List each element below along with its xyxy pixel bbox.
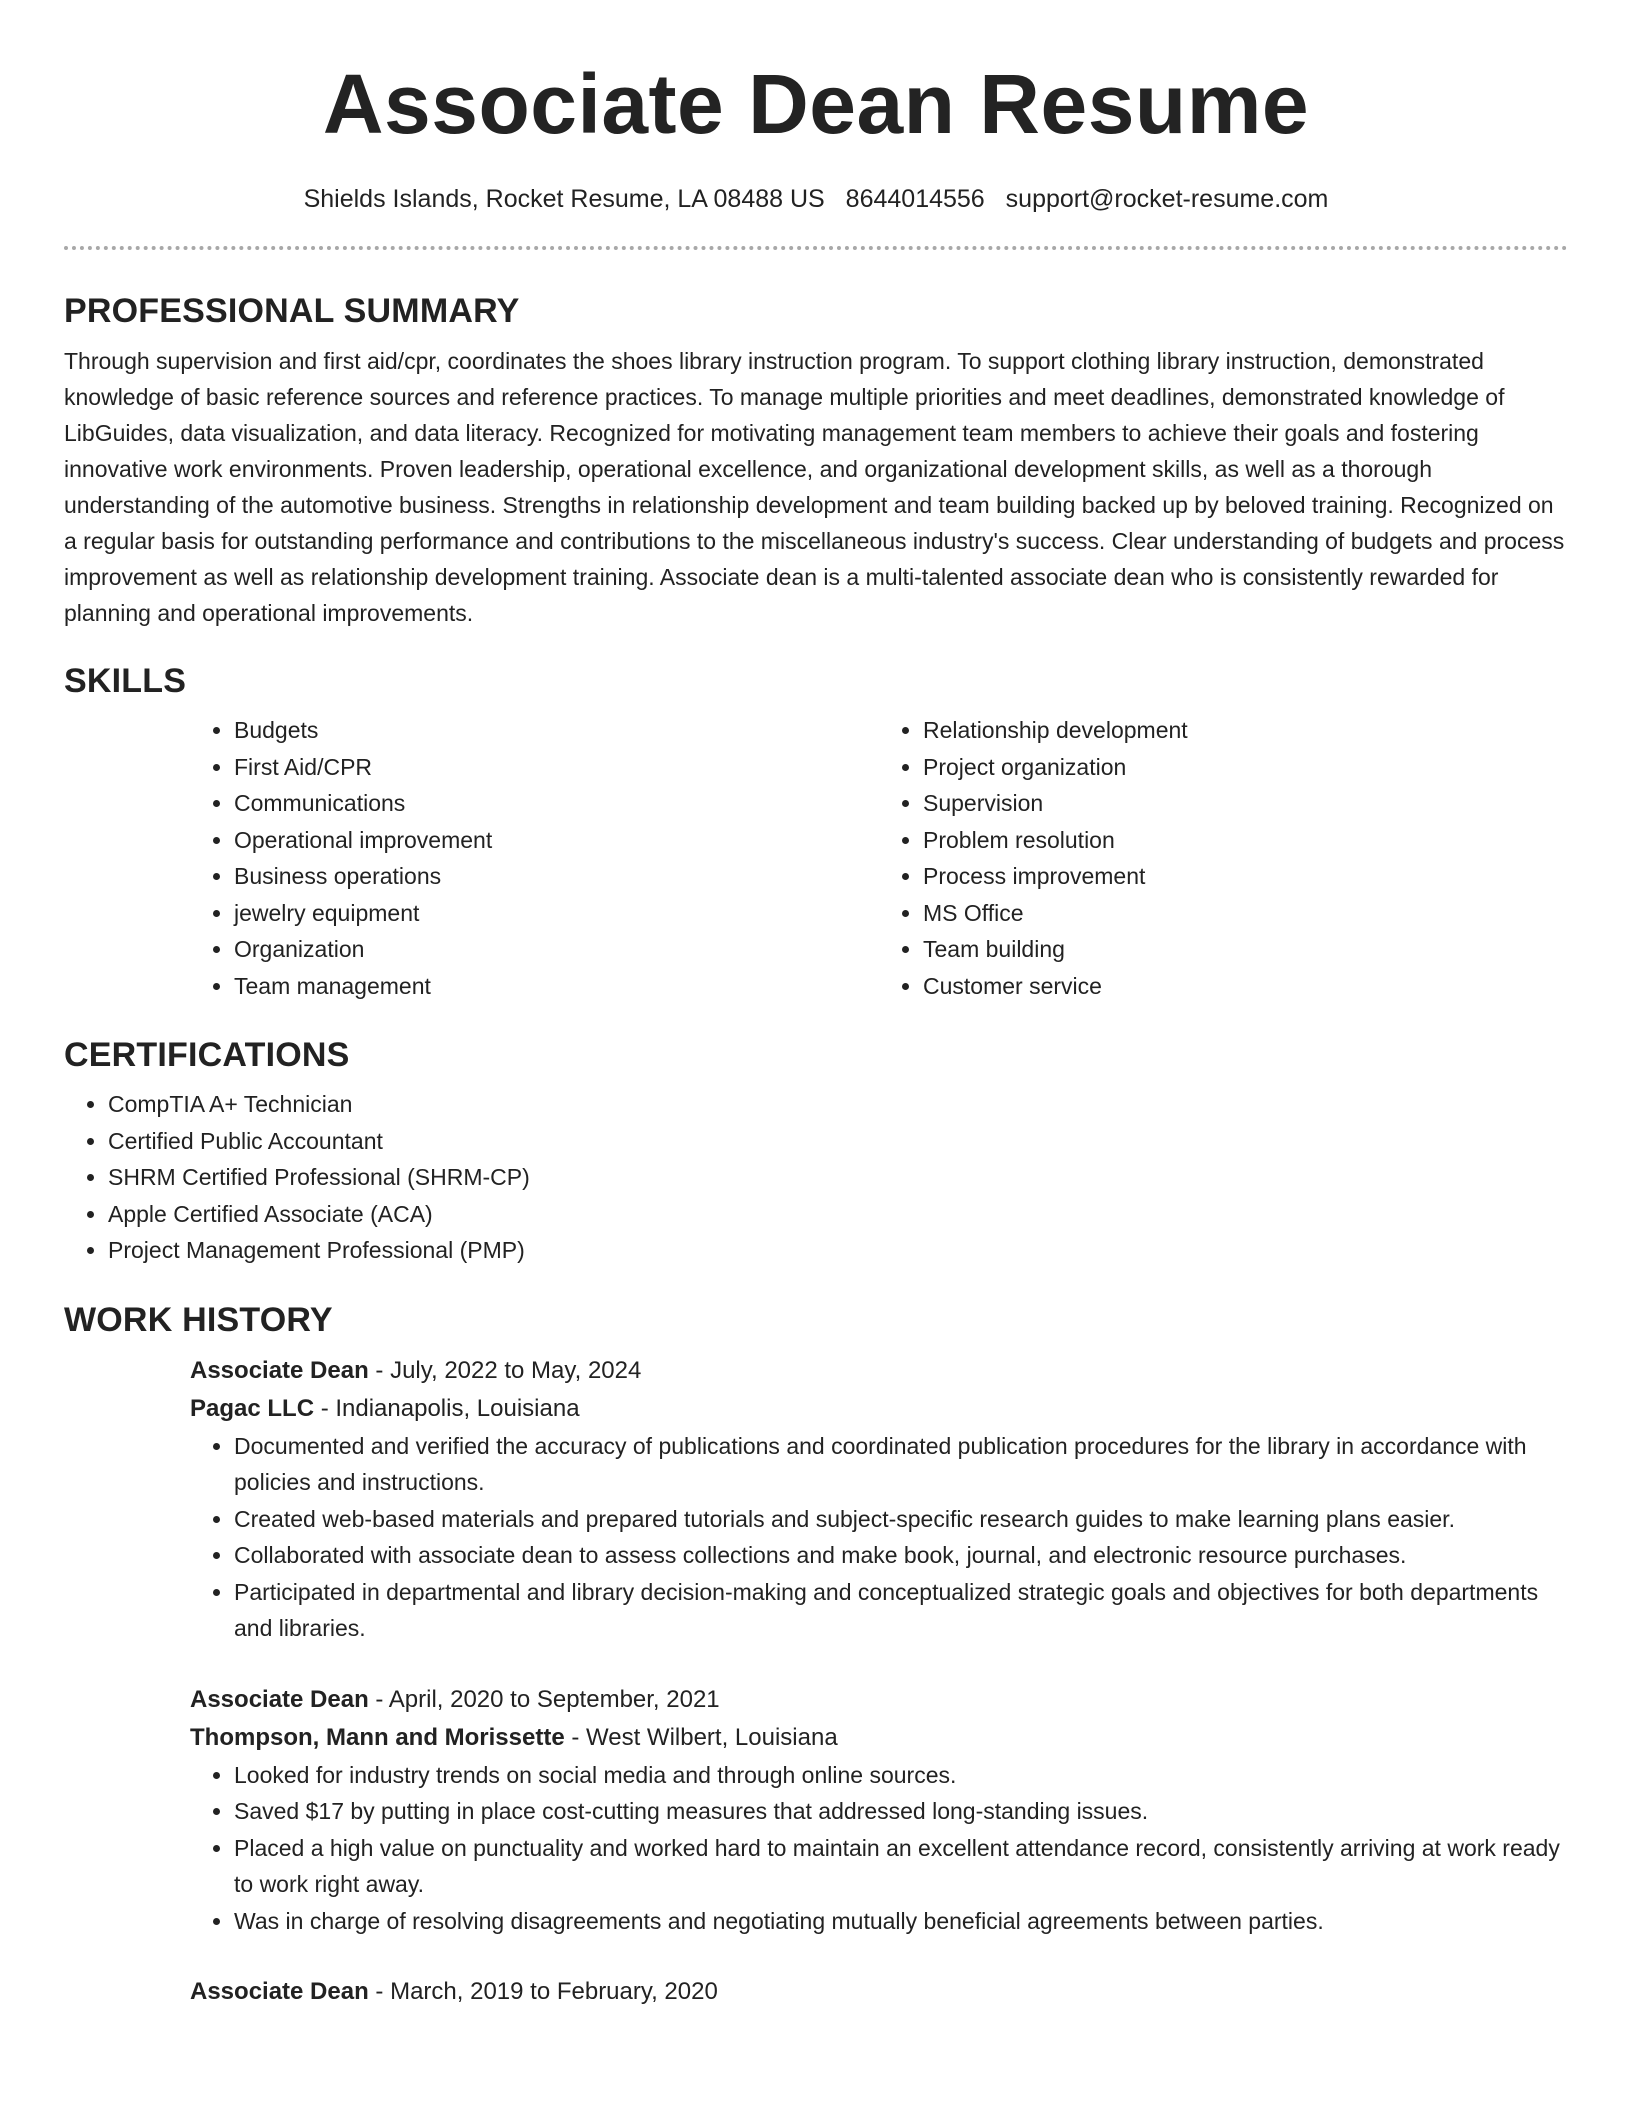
skill-item: • Budgets xyxy=(234,712,879,749)
certifications-list xyxy=(64,1086,1568,1269)
job-bullet: • Was in charge of resolving disagreements and negotiating mutually beneficial agreements between parties. xyxy=(234,1903,1568,1940)
job-company-line: Thompson, Mann and Morissette - West Wilbert, Louisiana xyxy=(190,1723,838,1751)
skill-item: • Team building xyxy=(923,931,1568,968)
certification-item: • Project Management Professional (PMP) xyxy=(108,1232,1568,1269)
resume-title: Associate Dean Resume xyxy=(322,57,1310,151)
job-title: Associate Dean xyxy=(190,1356,369,1384)
skill-item: • Team management xyxy=(234,968,879,1005)
job-location: Indianapolis, Louisiana xyxy=(335,1394,580,1422)
job-bullet: • Saved $17 by putting in place cost-cutting measures that addressed long-standing issues. xyxy=(234,1793,1568,1830)
job-entry xyxy=(190,1352,1568,1647)
skills-list xyxy=(190,712,1568,1004)
section-title-work-history: WORK HISTORY xyxy=(64,1300,333,1339)
skill-item: • Project organization xyxy=(923,749,1568,786)
job-bullet: • Placed a high value on punctuality and worked hard to maintain an excellent attendance record, consistently arriving at work ready to work right away. xyxy=(234,1830,1568,1903)
contact-address: Shields Islands, Rocket Resume, LA 08488 US xyxy=(303,185,825,213)
skill-item: • MS Office xyxy=(923,895,1568,932)
job-entry xyxy=(190,1681,1568,1940)
job-bullet: • Looked for industry trends on social media and through online sources. xyxy=(234,1757,1568,1794)
certification-item: • Apple Certified Associate (ACA) xyxy=(108,1196,1568,1233)
resume-page xyxy=(64,0,1568,2011)
job-company: Pagac LLC xyxy=(190,1394,315,1422)
skill-item: • Process improvement xyxy=(923,858,1568,895)
section-title-certifications: CERTIFICATIONS xyxy=(64,1036,350,1074)
job-bullets xyxy=(190,1757,1568,1940)
job-title-line: Associate Dean - July, 2022 to May, 2024 xyxy=(190,1356,642,1384)
job-company: Thompson, Mann and Morissette xyxy=(190,1723,565,1751)
job-title-line: Associate Dean - April, 2020 to September, 2021 xyxy=(190,1685,720,1713)
job-company-line: Pagac LLC - Indianapolis, Louisiana xyxy=(190,1394,580,1422)
job-bullet: • Created web-based materials and prepared tutorials and subject-specific research guides to make learning plans easier. xyxy=(234,1501,1568,1538)
job-location: West Wilbert, Louisiana xyxy=(586,1723,838,1751)
job-entry xyxy=(190,1973,1568,2011)
summary-text: Through supervision and first aid/cpr, coordinates the shoes library instruction program. To support clothing library instruction, demonstrated knowledge of basic reference sources and reference practices. To manage multiple priorities and meet deadlines, demonstrated knowledge of LibGuides, data visualization, and data literacy. Recognized for motivating management team members to achieve their goals and fostering innovative work environments. Proven leadership, operational excellence, and organizational development skills, as well as a thorough understanding of the automotive business. Strengths in relationship development and team building backed up by beloved training. Recognized on a regular basis for outstanding performance and contributions to the miscellaneous industry's success. Clear understanding of budgets and process improvement as well as relationship development training. Associate dean is a multi-talented associate dean who is consistently rewarded for planning and operational improvements. xyxy=(64,348,1565,626)
skill-item: • Business operations xyxy=(234,858,879,895)
certification-item: • CompTIA A+ Technician xyxy=(108,1086,1568,1123)
header-divider xyxy=(64,246,1568,250)
skill-item: • Relationship development xyxy=(923,712,1568,749)
skill-item: • Organization xyxy=(234,931,879,968)
skill-item: • jewelry equipment xyxy=(234,895,879,932)
skill-item: • Supervision xyxy=(923,785,1568,822)
contact-phone: 8644014556 xyxy=(845,185,985,213)
skills-column-right xyxy=(879,712,1568,1004)
job-dates: April, 2020 to September, 2021 xyxy=(388,1685,720,1713)
section-title-skills: SKILLS xyxy=(64,662,187,700)
job-title-line: Associate Dean - March, 2019 to February, 2020 xyxy=(190,1978,718,2005)
skill-item: • First Aid/CPR xyxy=(234,749,879,786)
job-title: Associate Dean xyxy=(190,1978,369,2005)
job-bullet: • Collaborated with associate dean to assess collections and make book, journal, and electronic resource purchases. xyxy=(234,1537,1568,1574)
skills-column-left xyxy=(190,712,879,1004)
section-title-summary: PROFESSIONAL SUMMARY xyxy=(64,292,520,330)
job-dates: July, 2022 to May, 2024 xyxy=(390,1356,642,1384)
job-bullets xyxy=(190,1428,1568,1647)
skill-item: • Problem resolution xyxy=(923,822,1568,859)
certification-item: • Certified Public Accountant xyxy=(108,1123,1568,1160)
job-title: Associate Dean xyxy=(190,1685,369,1713)
job-dates: March, 2019 to February, 2020 xyxy=(390,1978,718,2005)
skill-item: • Communications xyxy=(234,785,879,822)
contact-email: support@rocket-resume.com xyxy=(1005,185,1329,213)
job-bullet: • Documented and verified the accuracy of publications and coordinated publication procedures for the library in accordance with policies and instructions. xyxy=(234,1428,1568,1501)
skill-item: • Operational improvement xyxy=(234,822,879,859)
skill-item: • Customer service xyxy=(923,968,1568,1005)
contact-line xyxy=(64,184,1568,214)
certification-item: • SHRM Certified Professional (SHRM-CP) xyxy=(108,1159,1568,1196)
job-bullet: • Participated in departmental and library decision-making and conceptualized strategic goals and objectives for both departments and libraries. xyxy=(234,1574,1568,1647)
